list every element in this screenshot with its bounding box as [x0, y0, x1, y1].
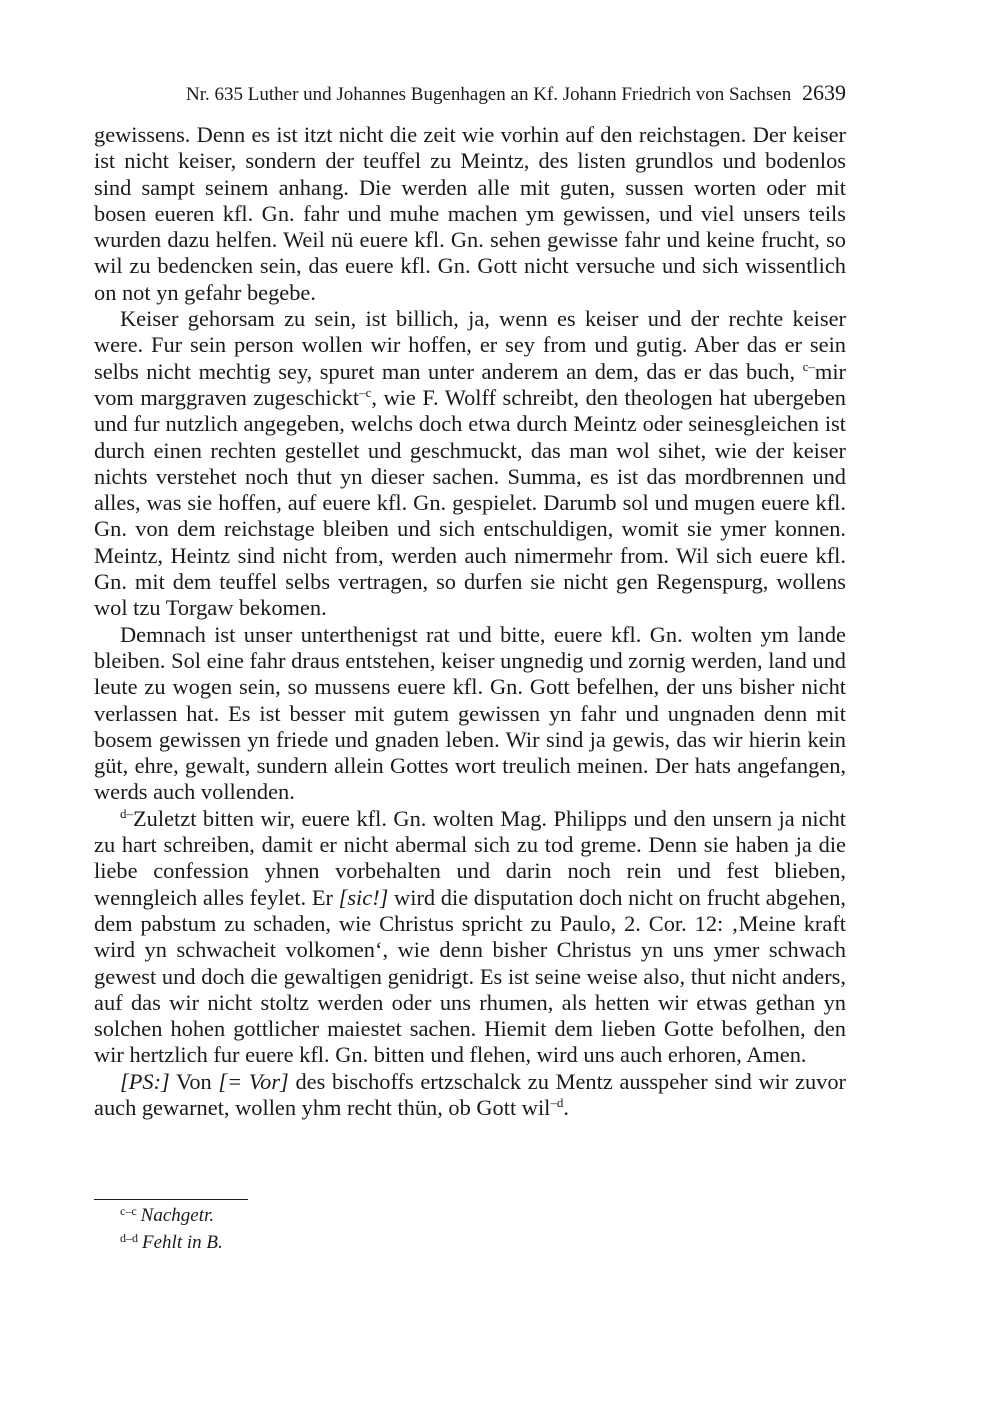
paragraph-text: . [563, 1094, 570, 1120]
paragraph-text: mir vom marggraven zugeschickt [94, 358, 846, 410]
paragraph-text: gewissens. Denn es ist itzt nicht die zeit wie vorhin auf den reichstagen. Der keiser ist nicht keiser, sondern der teuffel zu Meintz, des listen grundlos und bodenlos sind sampt seinem anhang. Die werden alle mit guten, sussen worten oder mit bosen eueren kfl. Gn. fahr und muhe machen ym gewissen, und viel unsers teils wurden dazu helfen. Weil nü euere kfl. Gn. sehen gewisse fahr und keine frucht, so wil zu bedencken sein, das euere kfl. Gn. Gott nicht versuche und sich wissentlich on not yn gefahr begebe. [94, 122, 846, 305]
paragraph-text: , wie F. Wolff schreibt, den theologen hat ubergeben und fur nutzlich angegeben, welchs doch etwa durch Meintz oder seinesgleichen ist durch einen rechten gestellet und geschmuckt, das man wol sihet, wie der keiser nichts verstehet noch thut yn dieser sachen. Summa, es ist das mordbrennen und alles, was sie hoffen, auf euere kfl. Gn. gespielet. Darumb sol und mugen euere kfl. Gn. von dem reichstage bleiben und sich entschuldigen, womit sie ymer konnen. Meintz, Heintz sind nicht from, werden auch nimermehr from. Wil sich euere kfl. Gn. mit dem teuffel selbs vertragen, so durfen sie nicht gen Regenspurg, wollens wol tzu Torgaw bekomen. [94, 384, 846, 621]
footnote-marker-close: –c [359, 384, 372, 400]
paragraph-text: des bischoffs ertzschalck zu Mentz ausspeher sind wir zuvor auch gewarnet, wollen yhm recht thün, ob Gott wil [94, 1068, 846, 1120]
postscript-label: [PS:] [120, 1068, 170, 1094]
paragraph-1 [94, 122, 846, 306]
footnote-mark: c–c [120, 1204, 137, 1218]
footnote-mark: d–d [120, 1231, 138, 1245]
paragraph-text: Von [169, 1068, 219, 1094]
paragraph-text: wird die disputation doch nicht on frucht abgehen, dem pabstum zu schaden, wie Christus spricht zu Paulo, 2. Cor. 12: ‚Meine kraft wird yn schwacheit volkomen‘, wie denn bisher Christus yn uns ymer schwach gewest und doch die gewaltigen genidrigt. Es ist seine weise also, thut nicht anders, auf das wir nicht stoltz werden oder uns rhumen, als hetten wir etwas gethan yn solchen hohen gottlicher maiestet sachen. Hiemit dem lieben Gotte befolhen, den wir hertzlich fur euere kfl. Gn. bitten und flehen, wird uns auch erhoren, Amen. [94, 884, 846, 1068]
editorial-sic: [sic!] [338, 884, 389, 910]
footnote-item [120, 1203, 223, 1230]
footnote-divider [94, 1199, 248, 1200]
paragraph-2 [94, 306, 846, 622]
footnote-marker-close: –d [550, 1094, 564, 1110]
running-header [154, 80, 846, 108]
paragraph-4 [94, 806, 846, 1069]
footnotes [120, 1203, 223, 1257]
paragraph-text: Demnach ist unser unterthenigst rat und bitte, euere kfl. Gn. wolten ym lande bleiben. Sol eine fahr draus entstehen, keiser ungnedig und zornig werden, land und leute zu wogen sein, so mussens euere kfl. Gn. Gott befelhen, der uns bisher nicht verlassen hat. Es ist besser mit gutem gewissen yn fahr und ungnaden denn mit bosem gewissen yn friede und gnaden leben. Wir sind ja gewis, das wir hierin kein güt, ehre, gewalt, sundern allein Gottes wort treulich meinen. Der hats angefangen, werds auch vollenden. [94, 621, 846, 805]
footnote-marker-open: d– [120, 805, 133, 821]
footnote-text: Nachgetr. [140, 1205, 215, 1226]
page-number: 2639 [802, 80, 846, 105]
running-title: Nr. 635 Luther und Johannes Bugenhagen an Kf. Johann Friedrich von Sachsen [186, 84, 792, 105]
footnote-item [120, 1230, 223, 1257]
editorial-correction: [= Vor] [218, 1068, 289, 1094]
letter-body [94, 122, 846, 1121]
footnote-text: Fehlt in B. [142, 1232, 223, 1253]
paragraph-3 [94, 622, 846, 806]
paragraph-5 [94, 1069, 846, 1122]
footnote-marker-open: c– [802, 358, 815, 374]
paragraph-text: Keiser gehorsam zu sein, ist billich, ja, wenn es keiser und der rechte keiser were. Fur sein person wollen wir hoffen, er sey from und gutig. Aber das er sein selbs nicht mechtig sey, spuret man unter anderem an dem, das er das buch, [94, 306, 846, 384]
paragraph-text: Zuletzt bitten wir, euere kfl. Gn. wolten Mag. Philipps und den unsern ja nicht zu hart schreiben, damit er nicht abermal sich zu tod greme. Denn sie haben ja die liebe confession yhnen vorbehalten und darin noch rein und fest blieben, wenngleich alles feylet. Er [94, 805, 846, 910]
